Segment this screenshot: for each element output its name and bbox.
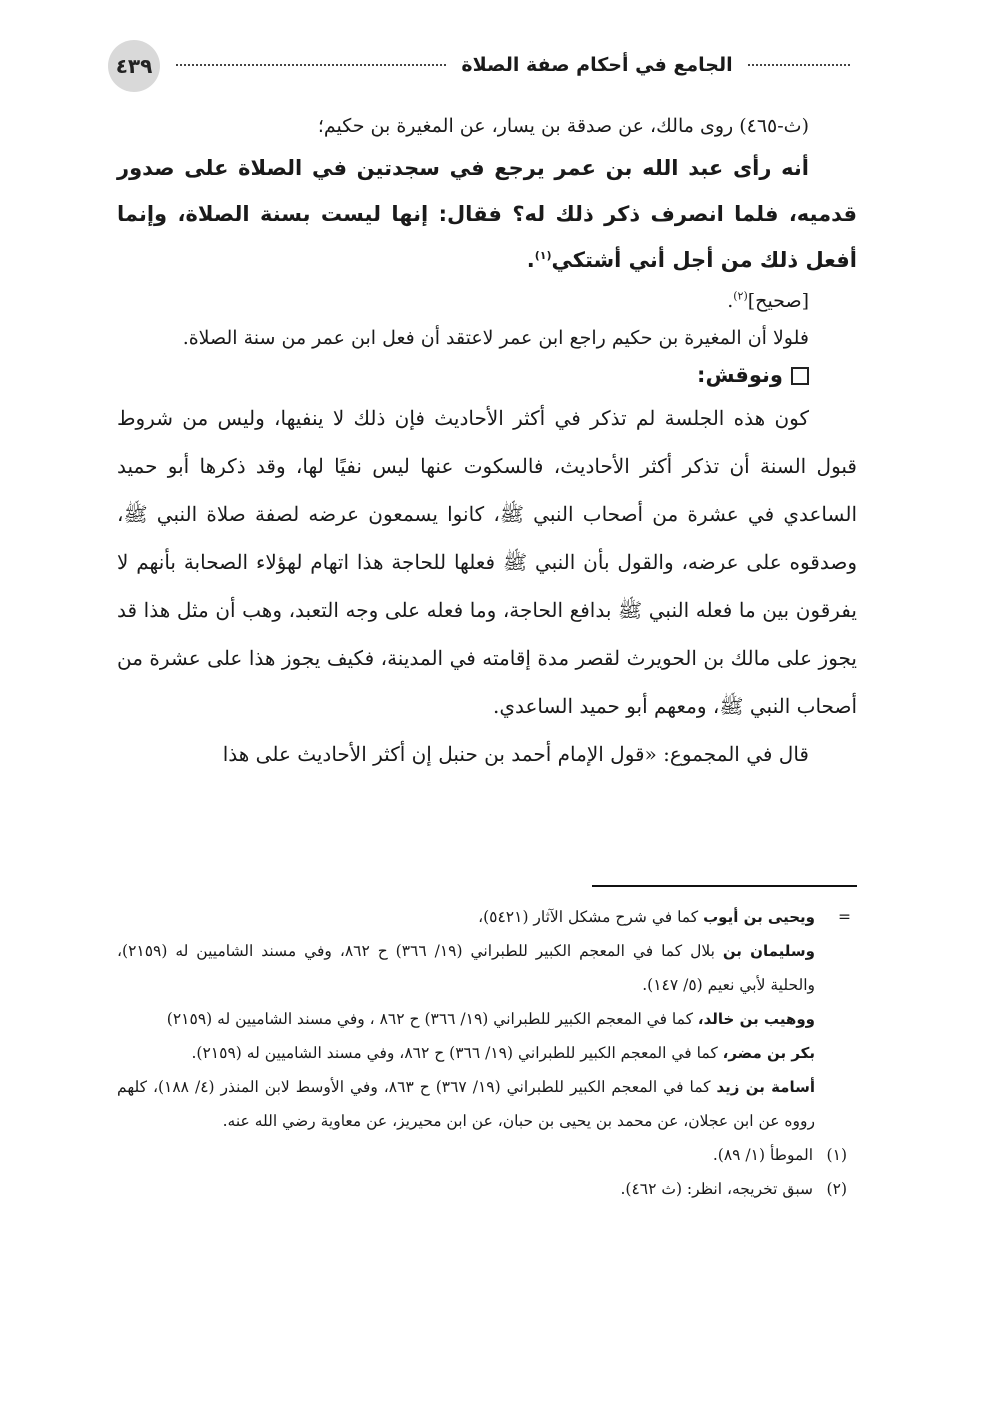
main-text bbox=[117, 108, 857, 778]
grade-end: . bbox=[727, 290, 734, 312]
quote-paragraph: قال في المجموع: «قول الإمام أحمد بن حنبل إن أكثر الأحاديث على هذا bbox=[222, 742, 809, 766]
checkbox-icon bbox=[791, 367, 809, 385]
athar-intro: (ث-٤٦٥) روى مالك، عن صدقة بن يسار، عن المغيرة بن حكيم؛ bbox=[317, 115, 809, 137]
athar-end: . bbox=[526, 248, 535, 272]
grade bbox=[117, 283, 857, 320]
footnote-entry bbox=[117, 900, 815, 934]
entry-text: كما في المعجم الكبير للطبراني (١٩/ ٣٦٦) ح ٨٦٢ ، وفي مسند الشاميين له (٢١٥٩) bbox=[166, 1010, 698, 1028]
athar-text-body: أنه رأى عبد الله بن عمر يرجع في سجدتين في الصلاة على صدور قدميه، فلما انصرف ذكر ذلك له؟ فقال: إنها ليست بسنة الصلاة، وإنما أفعل ذلك من أجل أني أشتكي bbox=[117, 156, 857, 272]
remark: فلولا أن المغيرة بن حكيم راجع ابن عمر لاعتقد أن فعل ابن عمر من سنة الصلاة. bbox=[182, 327, 809, 349]
running-header bbox=[108, 40, 853, 100]
entry-text: بلال كما في المعجم الكبير للطبراني (١٩/ ٣٦٦) ح ٨٦٢، وفي مسند الشاميين له (٢١٥٩)، والحلية لأبي نعيم (٥/ ١٤٧). bbox=[117, 942, 815, 994]
continuation-mark: = bbox=[838, 908, 851, 926]
footnote-text: سبق تخريجه، انظر: (ث ٤٦٢). bbox=[620, 1180, 813, 1198]
discussion-heading-text: ونوقش: bbox=[697, 363, 783, 387]
footnote-ref-1: (١) bbox=[534, 249, 552, 262]
narrator-name: ويحيى بن أيوب bbox=[703, 908, 815, 926]
discussion-paragraph: كون هذه الجلسة لم تذكر في أكثر الأحاديث فإن ذلك لا ينفيها، وليس من شروط قبول السنة أن تذكر أكثر الأحاديث، فالسكوت عنها ليس نفيًا لها، وقد ذكرها أبو حميد الساعدي في عشرة من أصحاب النبي ﷺ، كانوا يسمعون عرضه لصفة صلاة النبي ﷺ، وصدقوه على عرضه، والقول بأن النبي ﷺ فعلها للحاجة هذا اتهام لهؤلاء الصحابة بأنهم لا يفرقون بين ما فعله النبي ﷺ بدافع الحاجة، وما فعله على وجه التعبد، وهب أن مثل هذا قد يجوز على مالك بن الحويرث لقصر مدة إقامته في المدينة، فكيف يجوز هذا على عشرة من أصحاب النبي ﷺ، ومعهم أبو حميد الساعدي. bbox=[117, 406, 857, 718]
narrator-name: وسليمان بن bbox=[722, 942, 815, 960]
page-number: ٤٣٩ bbox=[108, 40, 160, 92]
footnote-entry bbox=[117, 1002, 815, 1036]
header-dotted-rule-left bbox=[176, 64, 446, 66]
entry-text: كما في شرح مشكل الآثار (٥٤٢١)، bbox=[478, 908, 704, 926]
footnote-number: (١) bbox=[826, 1146, 847, 1164]
entry-text: كما في المعجم الكبير للطبراني (١٩/ ٣٦٦) ح ٨٦٢، وفي مسند الشاميين له (٢١٥٩). bbox=[191, 1044, 723, 1062]
footnote-1 bbox=[117, 1138, 857, 1172]
discussion-heading bbox=[117, 357, 857, 394]
footnote-entry bbox=[117, 1036, 815, 1070]
footnotes bbox=[117, 900, 857, 1206]
footnote-2 bbox=[117, 1172, 857, 1206]
narrator-name: ووهيب بن خالد، bbox=[697, 1010, 815, 1028]
footnote-number: (٢) bbox=[826, 1180, 847, 1198]
narrator-name: أسامة بن زيد bbox=[716, 1078, 815, 1096]
header-dotted-rule-right bbox=[748, 64, 850, 66]
footnote-continuation bbox=[117, 900, 857, 1138]
athar-text bbox=[117, 145, 857, 283]
entry-text: كما في المعجم الكبير للطبراني (١٩/ ٣٦٧) ح ٨٦٣، وفي الأوسط لابن المنذر (٤/ ١٨٨)، كلهم رووه عن ابن عجلان، عن محمد بن يحيى بن حبان، عن ابن محيريز، عن معاوية رضي الله عنه. bbox=[117, 1078, 815, 1130]
narrator-name: بكر بن مضر، bbox=[722, 1044, 815, 1062]
footnote-ref-2: (٢) bbox=[733, 289, 748, 303]
footnote-separator bbox=[592, 885, 857, 887]
footnote-entry bbox=[117, 1070, 815, 1138]
book-title: الجامع في أحكام صفة الصلاة bbox=[461, 54, 733, 76]
footnote-text: الموطأ (١/ ٨٩). bbox=[712, 1146, 813, 1164]
grade-label: [صحيح] bbox=[747, 290, 809, 312]
footnote-entry bbox=[117, 934, 815, 1002]
